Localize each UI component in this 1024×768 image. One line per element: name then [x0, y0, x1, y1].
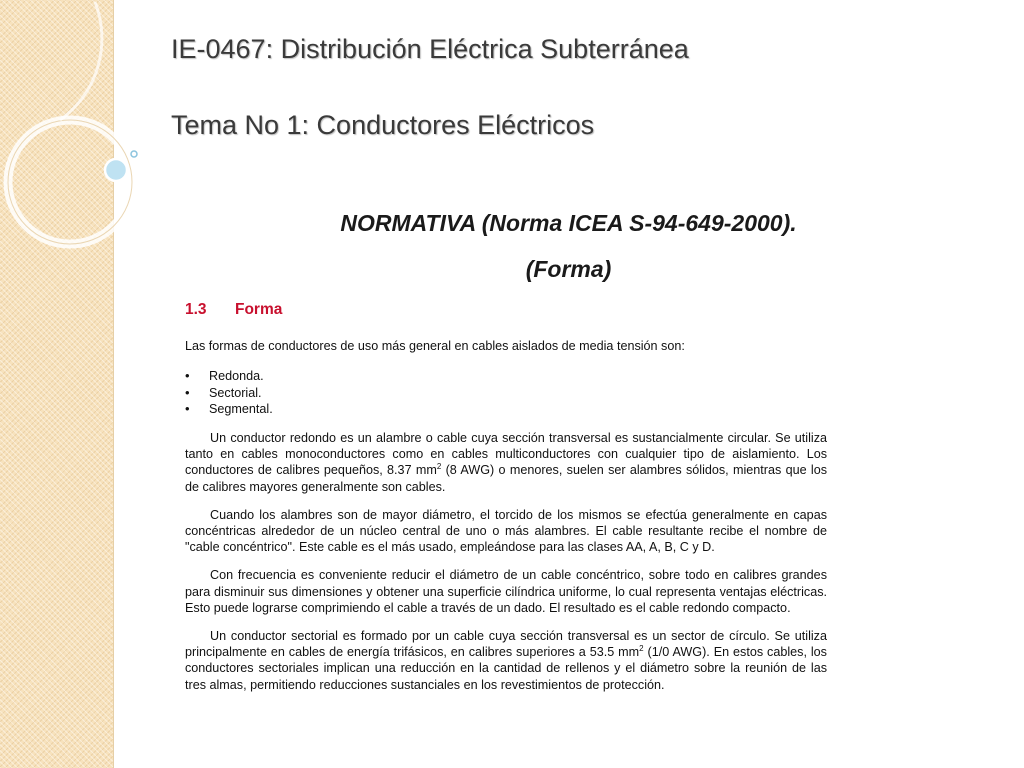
- normativa-heading: NORMATIVA (Norma ICEA S-94-649-2000).: [340, 210, 797, 236]
- list-item: • Redonda.: [185, 368, 827, 384]
- paragraph-text: Un conductor sectorial es formado por un cable cuya sección transversal es un sector de círculo. Se utiliza principalmente en cables de energía trifásicos, en calibres superiores a 53.5 mm: [185, 629, 827, 660]
- paragraph-text: Un conductor redondo es un alambre o cable cuya sección transversal es sustancialmente circular. Se utiliza tanto en cables monoconductores como en cables multiconductores con cualquier tipo de aislamiento. Los conductores de calibres pequeños, 8.37 mm: [185, 431, 827, 478]
- section-number: 1.3: [185, 301, 207, 318]
- document-excerpt: [185, 302, 827, 705]
- paragraph-concentric-cable: Cuando los alambres son de mayor diámetro, el torcido de los mismos se efectúa generalmente en capas concéntricas alrededor de un núcleo central de uno o más alambres. El cable resultante recibe el nombre de "cable concéntrico". Este cable es el más usado, empleándose para las clases AA, A, B, C y D.: [185, 507, 827, 555]
- shape-list: [185, 368, 827, 417]
- superscript: 2: [639, 644, 644, 654]
- paragraph-round-conductor: [185, 430, 827, 495]
- list-item: • Segmental.: [185, 401, 827, 417]
- list-item: • Sectorial.: [185, 385, 827, 401]
- section-heading: [185, 302, 827, 318]
- intro-text: Las formas de conductores de uso más general en cables aislados de media tensión son:: [185, 339, 685, 354]
- decorative-circles-graphic: [0, 0, 170, 300]
- superscript: 2: [436, 462, 442, 472]
- slide-title-course: IE-0467: Distribución Eléctrica Subterránea: [171, 34, 689, 64]
- paragraph-compact-cable: Con frecuencia es conveniente reducir el diámetro de un cable concéntrico, sobre todo en calibres grandes para disminuir sus dimensiones y obtener una superficie cilíndrica uniforme, lo cual representa ventajas eléctricas. Esto puede lograrse comprimiendo el cable a través de un dado. El resultado es el cable redondo compacto.: [185, 568, 827, 615]
- section-title: Forma: [235, 301, 283, 318]
- paragraph-sector-conductor: [185, 628, 827, 693]
- paragraph-text: (8 AWG) o menores, suelen ser alambres sólidos, mientras que los de calibres mayores generalmente son cables.: [185, 463, 827, 494]
- slide-title-topic: Tema No 1: Conductores Eléctricos: [171, 110, 595, 140]
- paragraph-text: (1/0 AWG). En estos cables, los conductores sectoriales implican una reducción en la cantidad de rellenos y el diámetro sobre la reunión de las tres almas, permitiendo reducciones sustanciales en los revestimientos de protección.: [185, 645, 827, 692]
- forma-heading: (Forma): [525, 256, 612, 282]
